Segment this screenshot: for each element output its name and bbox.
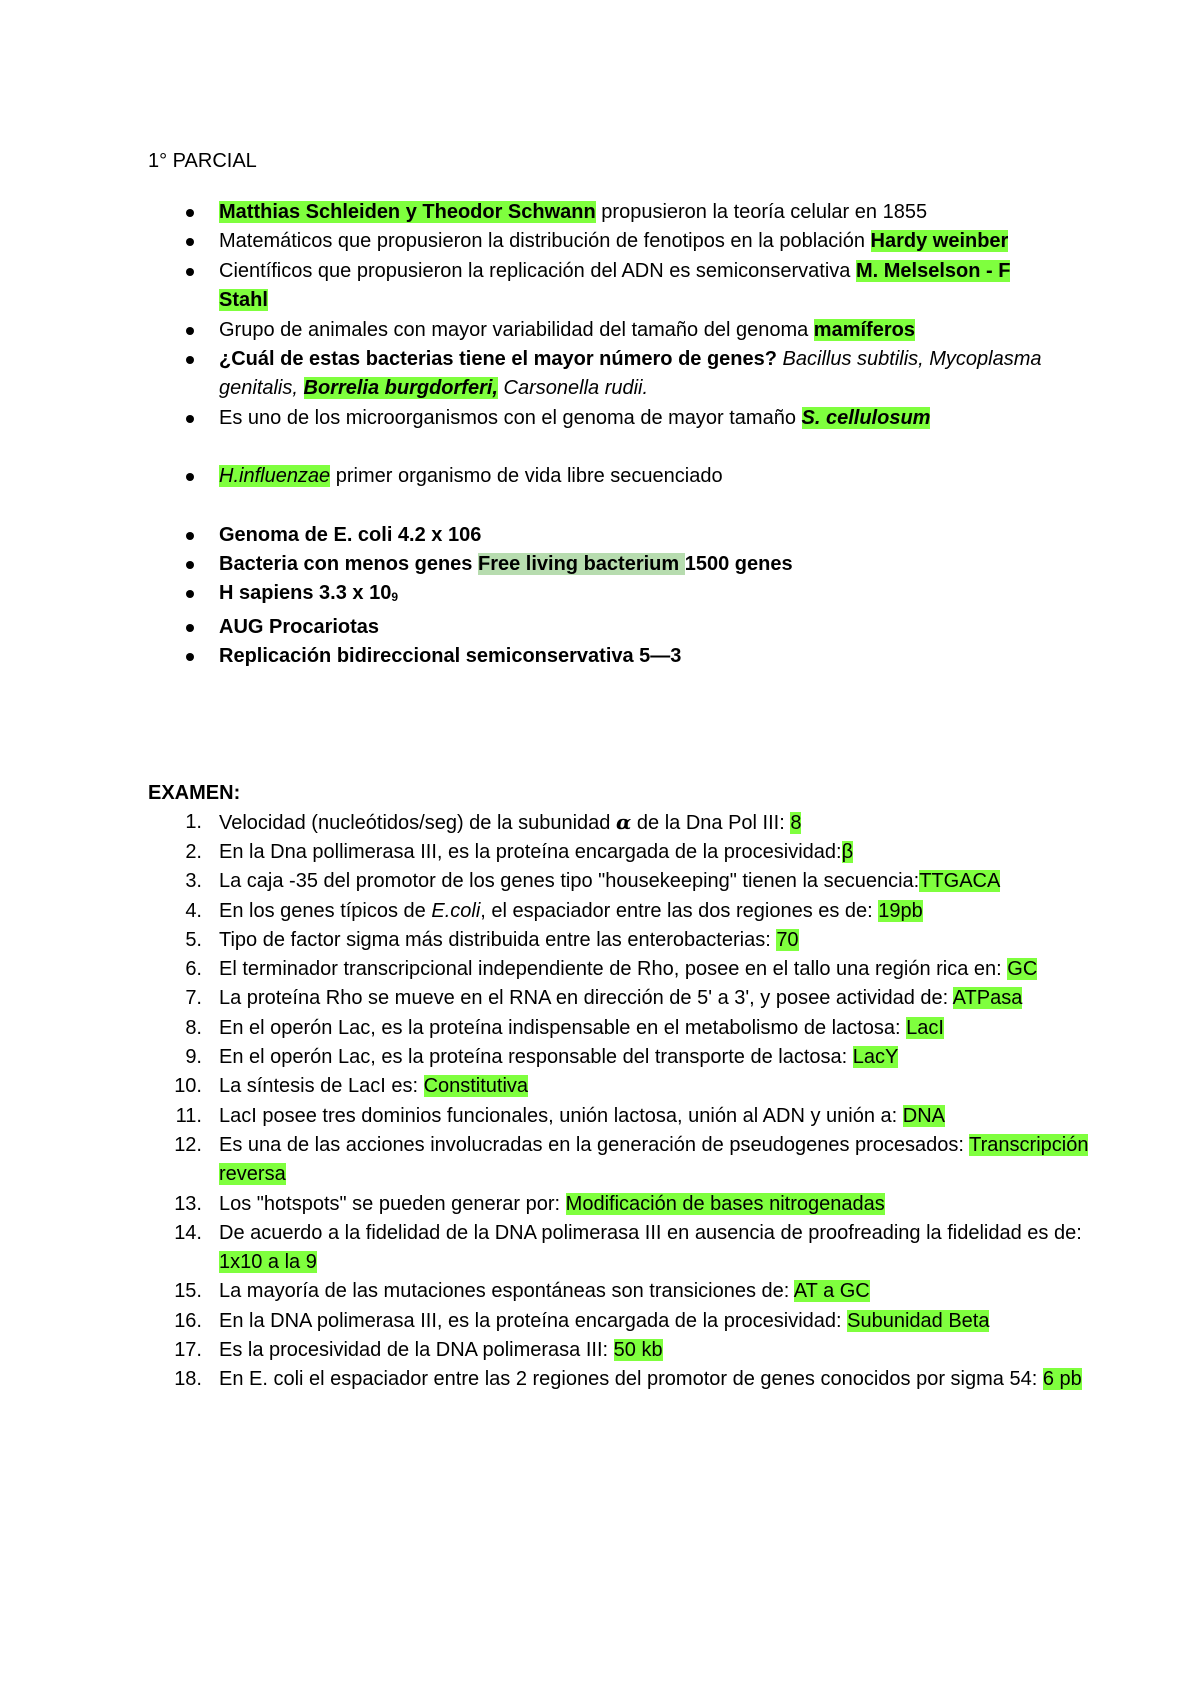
- item-text: , el espaciador entre las dos regiones es de:: [480, 899, 879, 922]
- item-number: 8.: [185, 1016, 202, 1039]
- item-text: El terminador transcripcional independiente de Rho, posee en el tallo una región rica en:: [219, 958, 1008, 981]
- answer-highlight: Modificación de bases nitrogenadas: [565, 1192, 885, 1215]
- item-number: 16.: [174, 1309, 202, 1332]
- list-item: [148, 579, 1059, 612]
- item-text: Es la procesividad de la DNA polimerasa III:: [219, 1339, 614, 1362]
- exam-item: [148, 1072, 1089, 1101]
- highlight: H.influenzae: [219, 465, 331, 488]
- item-text: En E. coli el espaciador entre las 2 regiones del promotor de genes conocidos por sigma 54:: [219, 1368, 1043, 1391]
- answer-highlight: ATPasa: [952, 987, 1023, 1010]
- item-text: primer organismo de vida libre secuenciado: [330, 465, 723, 488]
- item-number: 3.: [185, 870, 202, 893]
- exam-item: [148, 1365, 1089, 1394]
- answer-highlight: 6 pb: [1042, 1368, 1082, 1391]
- item-text: Genoma de E. coli 4.2 x 10: [219, 523, 471, 546]
- list-item: [148, 613, 1059, 642]
- item-text: Es uno de los microorganismos con el genoma de mayor tamaño: [219, 406, 802, 429]
- item-number: 6.: [185, 958, 202, 981]
- item-number: 10.: [174, 1075, 202, 1098]
- item-number: 18.: [174, 1368, 202, 1391]
- item-number: 12.: [174, 1133, 202, 1156]
- italic-text: E.coli: [431, 899, 481, 922]
- answer-highlight: Transcripción reversa: [219, 1133, 1089, 1186]
- answer-highlight: TTGACA: [919, 870, 1001, 893]
- item-text: Científicos que propusieron la replicación del ADN es semiconservativa: [219, 259, 856, 282]
- answer-highlight: GC: [1007, 958, 1038, 981]
- item-text: En los genes típicos de: [219, 899, 432, 922]
- item-text: Es una de las acciones involucradas en la generación de pseudogenes procesados:: [219, 1133, 970, 1156]
- answer-highlight: 70: [776, 928, 799, 951]
- item-number: 4.: [185, 899, 202, 922]
- answer-highlight: AT a GC: [793, 1280, 870, 1303]
- exam-item: [148, 1277, 1089, 1306]
- alpha-symbol: α: [615, 809, 632, 834]
- item-text: De acuerdo a la fidelidad de la DNA polimerasa III en ausencia de proofreading la fidelidad es de:: [219, 1221, 1082, 1244]
- item-text: Matemáticos que propusieron la distribución de fenotipos en la población: [219, 230, 871, 253]
- item-number: 7.: [185, 987, 202, 1010]
- exam-item: [148, 1131, 1089, 1190]
- answer-highlight: Subunidad Beta: [847, 1309, 990, 1332]
- item-text: Bacteria con menos genes: [219, 553, 478, 576]
- item-number: 1.: [185, 810, 202, 833]
- exam-item: [148, 897, 1089, 926]
- list-item: [148, 521, 1059, 550]
- exam-question-list: [148, 808, 1100, 1395]
- item-text: La mayoría de las mutaciones espontáneas son transiciones de:: [219, 1280, 794, 1303]
- item-number: 2.: [185, 840, 202, 863]
- item-text: La caja -35 del promotor de los genes tipo "housekeeping" tienen la secuencia:: [219, 870, 920, 893]
- list-item: [148, 642, 1059, 671]
- item-text: H sapiens 3.3 x 10: [219, 582, 392, 605]
- answer-highlight: LacY: [852, 1046, 899, 1069]
- exponent: 6: [470, 523, 482, 546]
- exam-item: [148, 867, 1089, 896]
- item-text: En la DNA polimerasa III, es la proteína encargada de la procesividad:: [219, 1309, 848, 1332]
- item-number: 5.: [185, 928, 202, 951]
- answer-highlight: Constitutiva: [423, 1075, 529, 1098]
- highlight: Borrelia burgdorferi,: [303, 377, 498, 400]
- highlight: S. cellulosum: [801, 406, 931, 429]
- exam-item: [148, 1336, 1089, 1365]
- list-item: [148, 198, 1059, 227]
- exam-item: [148, 1219, 1089, 1278]
- item-text: de la Dna Pol III:: [631, 811, 791, 834]
- highlight: M. Melselson - F Stahl: [219, 259, 1011, 312]
- item-text: En el operón Lac, es la proteína indispensable en el metabolismo de lactosa:: [219, 1016, 907, 1039]
- answer-highlight: 8: [790, 811, 802, 834]
- list-item: [148, 345, 1059, 404]
- item-text: En el operón Lac, es la proteína responsable del transporte de lactosa:: [219, 1046, 853, 1069]
- highlight: Matthias Schleiden y Theodor Schwann: [219, 201, 596, 223]
- answer-highlight: 19pb: [878, 899, 923, 922]
- list-item: [148, 550, 1059, 579]
- item-number: 17.: [174, 1339, 202, 1362]
- answer-highlight: 50 kb: [613, 1339, 663, 1362]
- exam-item: [148, 838, 1089, 867]
- exam-item: [148, 1102, 1089, 1131]
- list-item: [148, 404, 1059, 433]
- exam-item: [148, 808, 1089, 838]
- item-number: 13.: [174, 1192, 202, 1215]
- highlight: Free living bacterium: [477, 553, 685, 576]
- item-text: Grupo de animales con mayor variabilidad del tamaño del genoma: [219, 318, 814, 341]
- list-item: [148, 257, 1059, 316]
- highlight: Hardy weinber: [870, 230, 1009, 253]
- answer-highlight: DNA: [902, 1104, 945, 1127]
- item-text: La proteína Rho se mueve en el RNA en dirección de 5' a 3', y posee actividad de:: [219, 987, 953, 1010]
- question-text: ¿Cuál de estas bacterias tiene el mayor número de genes?: [219, 348, 777, 371]
- item-number: 15.: [174, 1280, 202, 1303]
- item-text: En la Dna pollimerasa III, es la proteína encargada de la procesividad:: [219, 840, 842, 863]
- item-text: Replicación bidireccional semiconservativa 5—3: [219, 645, 682, 668]
- item-text: La síntesis de LacI es:: [219, 1075, 424, 1098]
- option-text: Carsonella rudii.: [497, 377, 649, 400]
- exam-item: [148, 1190, 1089, 1219]
- exam-item: [148, 1014, 1089, 1043]
- item-text: propusieron la teoría celular en 1855: [595, 201, 928, 223]
- answer-highlight: β: [841, 840, 854, 863]
- option-text: Bacillus subtilis, Mycoplasma genitalis,: [219, 348, 1042, 400]
- list-item: [148, 462, 1059, 491]
- item-text: Tipo de factor sigma más distribuida entre las enterobacterias:: [219, 928, 777, 951]
- exam-item: [148, 955, 1089, 984]
- parcial-bullet-list: [148, 198, 1100, 672]
- exam-item: [148, 984, 1089, 1013]
- section-title-parcial: 1° PARCIAL: [148, 150, 257, 172]
- item-text: Los "hotspots" se pueden generar por:: [219, 1192, 566, 1215]
- section-title-examen: EXAMEN:: [148, 781, 241, 804]
- item-text: 1500 genes: [684, 553, 793, 576]
- list-item: [148, 316, 1059, 345]
- exam-item: [148, 926, 1089, 955]
- exam-item: [148, 1043, 1089, 1072]
- answer-highlight: LacI: [906, 1016, 944, 1039]
- list-item: [148, 227, 1059, 256]
- exponent: 9: [391, 590, 399, 605]
- item-text: Velocidad (nucleótidos/seg) de la subunidad: [219, 811, 616, 834]
- section-spacer: [148, 672, 1100, 778]
- highlight: mamíferos: [813, 318, 915, 341]
- item-text: AUG Procariotas: [219, 615, 380, 638]
- exam-item: [148, 1307, 1089, 1336]
- answer-highlight: 1x10 a la 9: [219, 1251, 317, 1274]
- item-number: 9.: [185, 1046, 202, 1069]
- item-number: 11.: [175, 1104, 202, 1127]
- item-number: 14.: [174, 1221, 202, 1244]
- item-text: LacI posee tres dominios funcionales, unión lactosa, unión al ADN y unión a:: [219, 1104, 903, 1127]
